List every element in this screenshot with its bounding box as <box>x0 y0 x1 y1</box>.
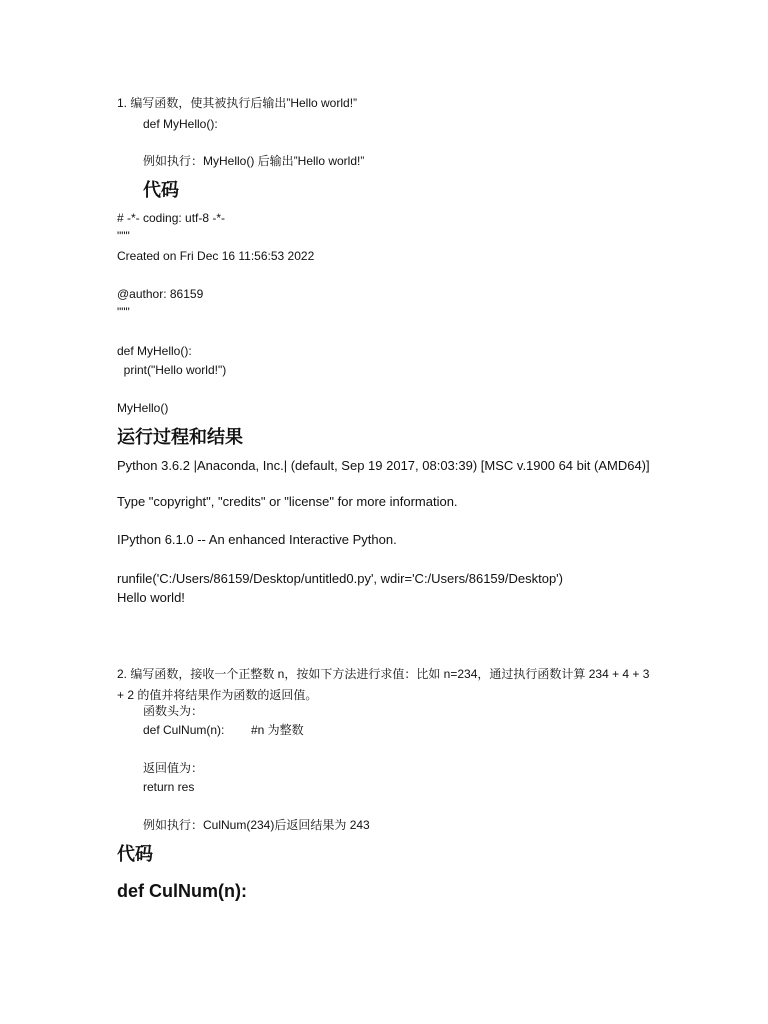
q1-prompt: 1. 编写函数，使其被执行后输出”Hello world!” <box>117 96 358 110</box>
run-output-line: runfile('C:/Users/86159/Desktop/untitled0.py', wdir='C:/Users/86159/Desktop') <box>117 571 563 586</box>
q1-run-heading: 运行过程和结果 <box>117 427 243 447</box>
code-line: Created on Fri Dec 16 11:56:53 2022 <box>117 249 315 263</box>
q2-example: 例如执行：CulNum(234)后返回结果为 243 <box>143 818 370 832</box>
code-line: """ <box>117 305 130 319</box>
q1-example: 例如执行：MyHello() 后输出”Hello world!” <box>143 154 365 168</box>
code-line: print("Hello world!") <box>117 363 227 377</box>
q2-code-first-line: def CulNum(n): <box>117 881 247 901</box>
code-line: """ <box>117 229 130 243</box>
q2-prompt: 2. 编写函数，接收一个正整数 n，按如下方法进行求值：比如 n=234，通过执行函数计算 234 + 4 + 3 + 2 的值并将结果作为函数的返回值。 <box>117 667 650 702</box>
q1-code-heading: 代码 <box>143 180 179 200</box>
code-line: def MyHello(): <box>117 344 192 358</box>
run-output-line: IPython 6.1.0 -- An enhanced Interactive Python. <box>117 532 397 547</box>
q2-return-label: 返回值为： <box>143 761 204 775</box>
code-line: MyHello() <box>117 401 169 415</box>
q1-signature: def MyHello(): <box>143 117 218 131</box>
q2-return-stmt: return res <box>143 780 195 794</box>
run-output-line: Hello world! <box>117 590 185 605</box>
q2-header-label: 函数头为： <box>143 704 204 718</box>
q2-code-heading: 代码 <box>117 844 153 864</box>
q2-signature-comment: #n 为整数 <box>251 723 304 737</box>
run-output-line: Type "copyright", "credits" or "license" for more information. <box>117 494 458 509</box>
run-output-line: Python 3.6.2 |Anaconda, Inc.| (default, Sep 19 2017, 08:03:39) [MSC v.1900 64 bit (AMD64)] <box>117 458 650 473</box>
q2-signature: def CulNum(n): <box>143 723 225 737</box>
code-line: # -*- coding: utf-8 -*- <box>117 211 226 225</box>
code-line: @author: 86159 <box>117 287 204 301</box>
